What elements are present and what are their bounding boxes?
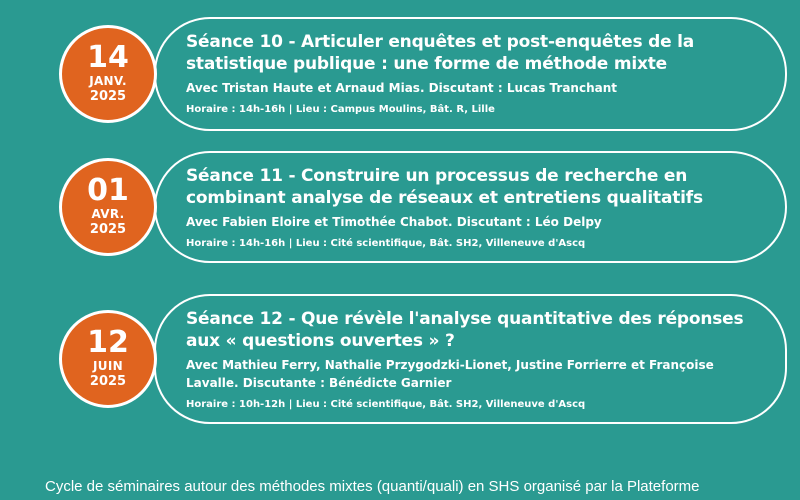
session-content [154,151,787,263]
date-badge [59,310,157,408]
date-year: 2025 [89,374,127,389]
session-speakers: Avec Mathieu Ferry, Nathalie Przygodzki-Lionet, Justine Forrierre et Françoise Lavalle. Discutante : Bénédicte Garnier [186,358,714,390]
date-badge [59,25,157,123]
session-schedule-location: Horaire : 14h-16h | Lieu : Cité scientifique, Bât. SH2, Villeneuve d'Ascq [186,238,586,249]
date-year: 2025 [89,222,127,237]
date-day: 01 [87,173,129,208]
date-year: 2025 [89,89,127,104]
date-month: JUIN [93,359,123,373]
session-content [154,17,787,131]
session-speakers: Avec Tristan Haute et Arnaud Mias. Discutant : Lucas Tranchant [186,81,618,95]
session-schedule-location: Horaire : 10h-12h | Lieu : Cité scientifique, Bât. SH2, Villeneuve d'Ascq [186,399,586,410]
date-month: AVR. [91,207,125,221]
session-title: Séance 11 - Construire un processus de recherche en combinant analyse de réseaux et entretiens qualitatifs [186,166,703,208]
session-content [154,294,787,424]
footer-text: Cycle de séminaires autour des méthodes mixtes (quanti/quali) en SHS organisé par la Plateforme [45,478,700,495]
session-schedule-location: Horaire : 14h-16h | Lieu : Campus Moulins, Bât. R, Lille [186,104,495,115]
date-badge [59,158,157,256]
session-speakers: Avec Fabien Eloire et Timothée Chabot. Discutant : Léo Delpy [186,215,602,229]
date-day: 14 [87,40,129,75]
date-month: JANV. [89,74,127,88]
date-day: 12 [87,325,129,360]
session-title: Séance 10 - Articuler enquêtes et post-enquêtes de la statistique publique : une forme de méthode mixte [186,32,695,74]
session-title: Séance 12 - Que révèle l'analyse quantitative des réponses aux « questions ouvertes » ? [186,309,744,351]
